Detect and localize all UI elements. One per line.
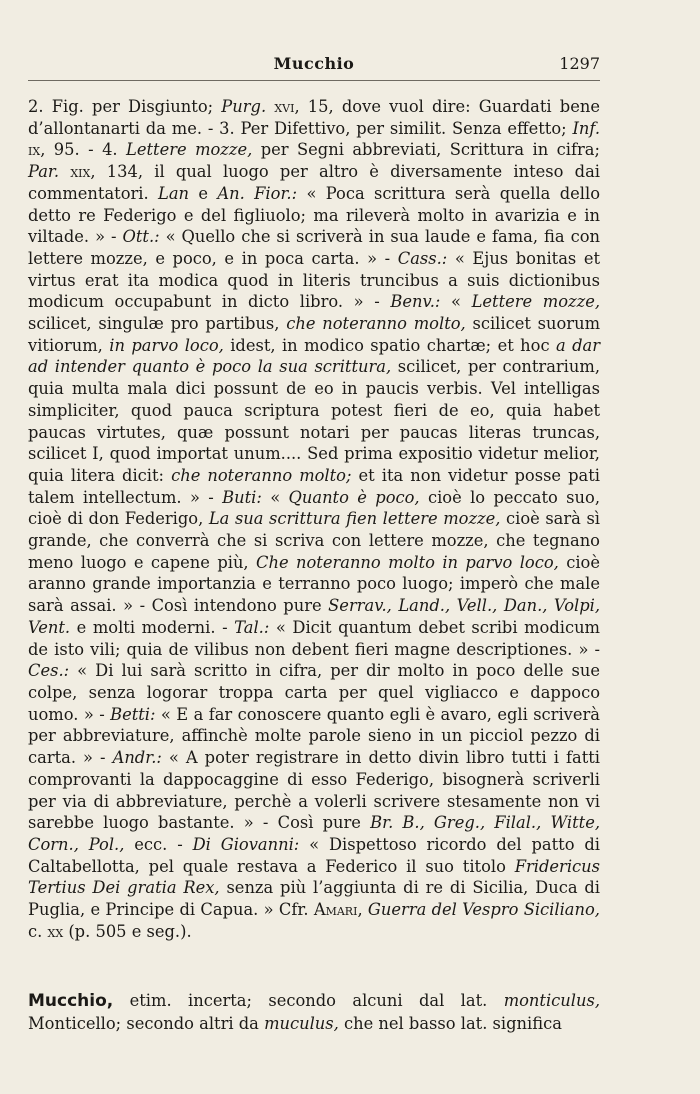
italic-reference: Benv.:: [390, 292, 441, 312]
italic-reference: Ott.:: [122, 227, 160, 247]
text-run: xix: [59, 162, 91, 182]
page-number: 1297: [559, 54, 600, 73]
text-run: xvi: [266, 97, 295, 116]
italic-reference: Lan: [158, 183, 190, 203]
text-run: «: [261, 487, 289, 507]
text-run: per Segni abbreviati, Scrittura in cifra;: [252, 140, 600, 160]
italic-reference: Andr.:: [112, 748, 162, 768]
italic-reference: Tal.:: [234, 617, 270, 637]
italic-reference: monticulus,: [503, 991, 600, 1010]
text-run: « Ejus bonitas et virtus erat ita modica quod in literis truncibus a suis dictionibus modicum occupabunt in dicto libro. » -: [28, 248, 600, 312]
text-run: ecc. -: [124, 834, 193, 854]
text-run: « Dicit quantum debet scribi modicum de isto vili; quia de vilibus non debent fieri magne descriptiones. » -: [28, 617, 600, 659]
text-run: «: [440, 292, 472, 312]
italic-reference: La sua scrittura fien lettere mozze,: [208, 509, 501, 529]
text-run: c.: [28, 921, 48, 941]
entry-paragraph: [28, 990, 600, 1034]
text-run: « E a far conoscere quanto egli è avaro, egli scriverà per abbreviature, affinchè molte parole sieno in un picciol pezzo di carta. » -: [28, 704, 600, 768]
text-run: cioè sarà sì grande, che converrà che si scriva con lettere mozze, che tegnano meno luogo e capene più,: [28, 509, 601, 572]
text-run: , 15, dove vuol dire: Guardati bene d’allontanarti da me. - 3. Per Difettivo, per similit. Senza effetto;: [28, 97, 600, 138]
italic-reference: Guerra del Vespro Siciliano,: [367, 900, 600, 920]
text-run: scilicet, per contrarium, quia multa mala dici possunt de eo in paucis verbis. Vel intelligas simpliciter, quod pauca scriptura potest fieri de eo, quia habet paucas virtutes, quæ possunt notari per paucas literas truncas, scilicet I, quod importat unum.... Sed prima expositio videtur melior, quia litera dicit:: [28, 357, 600, 485]
italic-reference: Cass.:: [397, 248, 448, 268]
italic-reference: Buti:: [222, 487, 262, 507]
italic-reference: Ces.:: [28, 661, 70, 681]
italic-reference: Fridericus Tertius Dei gratia Rex,: [28, 856, 600, 898]
italic-reference: Lettere mozze,: [126, 140, 253, 160]
italic-reference: a dar ad intender quanto è poco la sua scrittura,: [28, 335, 601, 377]
italic-reference: Quanto è poco,: [288, 487, 420, 507]
italic-reference: muculus,: [264, 1013, 339, 1033]
italic-reference: in parvo loco,: [109, 335, 224, 355]
text-run: « Poca scrittura serà quella dello detto re Federigo e del figliuolo; ma rileverà molto in avarizia e in viltade. » -: [28, 183, 600, 247]
text-run: e: [189, 183, 218, 203]
italic-reference: che noteranno molto,: [286, 314, 466, 334]
italic-reference: Inf.: [572, 118, 600, 138]
italic-reference: Lettere mozze,: [471, 292, 601, 312]
text-run: , 95. - 4.: [40, 140, 127, 160]
text-run: etim. incerta; secondo alcuni dal lat.: [113, 991, 504, 1010]
header-rule: [28, 80, 600, 81]
text-run: che nel basso lat. significa: [338, 1013, 562, 1033]
text-run: scilicet, singulæ pro partibus,: [28, 314, 287, 334]
text-run: Amari: [313, 900, 358, 920]
text-run: , 134, il qual luogo per altro è diversamente inteso dai commentatori.: [28, 162, 601, 203]
headword: Mucchio,: [28, 991, 114, 1011]
text-run: Monticello; secondo altri da: [28, 1013, 265, 1033]
text-run: cioè aranno grande importanzia e terranno poco luogo; imperò che male sarà assai. » - Così intendono pure: [28, 552, 600, 616]
italic-reference: Che noteranno molto in parvo loco,: [256, 552, 559, 572]
text-run: scilicet suorum vitiorum,: [28, 314, 601, 355]
text-run: et ita non videtur posse pati talem intellectum. » -: [28, 465, 601, 507]
italic-reference: Di Giovanni:: [192, 834, 300, 854]
text-run: « Dispettoso ricordo del patto di Caltabellotta, pel quale restava a Federico il suo titolo: [28, 834, 600, 876]
italic-reference: Br. B., Greg., Filal., Witte, Corn., Pol.,: [28, 813, 601, 854]
text-run: « Di lui sarà scritto in cifra, per dir molto in poco delle sue colpe, senza logorar troppa carta per quel vigliacco e dappoco uomo. » -: [28, 661, 600, 724]
text-run: « A poter registrare in detto divin libro tutti i fatti comprovanti la dappocaggine di esso Federigo, bisognerà scriverli per via di abbreviature, perchè a volerli scrivere stesamente non vi sarebbe luogo bastante. » - Così pure: [28, 748, 600, 833]
italic-reference: Purg.: [221, 97, 267, 116]
running-head: [28, 54, 600, 78]
italic-reference: An. Fior.:: [217, 183, 298, 203]
text-run: xx: [47, 921, 64, 941]
text-run: (p. 505 e seg.).: [63, 921, 192, 941]
text-run: cioè lo peccato suo, cioè di don Federigo,: [28, 487, 600, 529]
text-run: ix: [28, 140, 41, 160]
running-title: Mucchio: [273, 54, 355, 73]
text-run: ,: [357, 900, 368, 920]
entry-mucchio: [28, 990, 600, 1034]
text-run: idest, in modico spatio chartæ; et hoc: [223, 335, 556, 355]
italic-reference: Serrav., Land., Vell., Dan., Volpi, Vent.: [28, 596, 601, 637]
italic-reference: Par.: [28, 162, 60, 182]
entry-continuation-text: [28, 96, 600, 942]
text-run: e molti moderni. -: [70, 617, 235, 637]
text-run: « Quello che si scriverà in sua laude e fama, fia con lettere mozze, e poco, e in poca carta. » -: [28, 227, 600, 268]
text-run: senza più l’aggiunta di re di Sicilia, Duca di Puglia, e Principe di Capua. » Cfr.: [28, 878, 600, 920]
text-run: 2. Fig. per Disgiunto;: [28, 97, 222, 116]
body-paragraph: [28, 96, 600, 942]
italic-reference: che noteranno molto;: [171, 465, 352, 485]
italic-reference: Betti:: [110, 704, 156, 724]
